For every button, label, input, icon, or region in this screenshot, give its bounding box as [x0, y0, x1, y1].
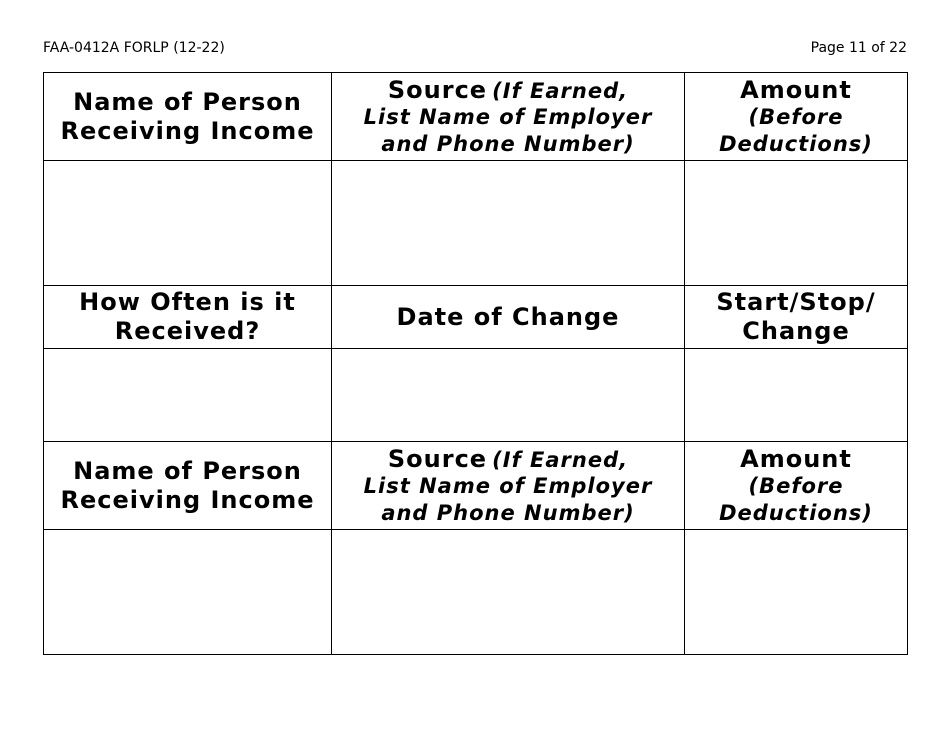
header-name-of-person-2	[44, 442, 332, 530]
header-date-of-change	[332, 286, 685, 349]
entry-amount[interactable]	[685, 161, 908, 286]
form-id: FAA-0412A FORLP (12-22)	[43, 40, 225, 56]
header-source-sub-inline: (If Earned,	[492, 78, 629, 103]
header-date-of-change-label: Date of Change	[396, 302, 620, 331]
header-name-line2: Receiving Income	[60, 485, 315, 514]
entry-source-2[interactable]	[332, 530, 685, 655]
entry-row-income-1	[44, 161, 908, 286]
income-table	[43, 72, 908, 655]
header-amount-sub-line2: Deductions)	[719, 131, 873, 156]
header-amount-sub-line2: Deductions)	[719, 500, 873, 525]
header-source-sub-inline: (If Earned,	[492, 447, 629, 472]
header-name-of-person	[44, 73, 332, 161]
header-how-often-line2: Received?	[114, 317, 261, 345]
entry-row-frequency	[44, 349, 908, 442]
entry-amount-2[interactable]	[685, 530, 908, 655]
header-source-main: Source	[387, 444, 488, 473]
header-amount-2	[685, 442, 908, 530]
header-how-often-line1: How Often is it	[79, 288, 296, 316]
header-row-income-2	[44, 442, 908, 530]
entry-name-of-person[interactable]	[44, 161, 332, 286]
page-header	[43, 40, 907, 58]
header-start-stop-change	[685, 286, 908, 349]
header-amount-sub-line1: (Before	[748, 104, 844, 129]
header-source-sub-line2: List Name of Employer	[363, 473, 653, 498]
header-amount-sub-line1: (Before	[748, 473, 844, 498]
header-row-frequency	[44, 286, 908, 349]
header-start-stop-line1: Start/Stop/	[716, 288, 876, 316]
header-name-line1: Name of Person	[73, 456, 302, 485]
entry-how-often[interactable]	[44, 349, 332, 442]
header-source-sub-line3: and Phone Number)	[381, 131, 635, 156]
entry-date-of-change[interactable]	[332, 349, 685, 442]
entry-row-income-2	[44, 530, 908, 655]
entry-source[interactable]	[332, 161, 685, 286]
header-name-line2: Receiving Income	[60, 116, 315, 145]
page-number: Page 11 of 22	[810, 40, 907, 56]
header-how-often	[44, 286, 332, 349]
entry-name-of-person-2[interactable]	[44, 530, 332, 655]
header-amount	[685, 73, 908, 161]
header-source-sub-line3: and Phone Number)	[381, 500, 635, 525]
entry-start-stop-change[interactable]	[685, 349, 908, 442]
header-source	[332, 73, 685, 161]
header-amount-main: Amount	[740, 444, 852, 473]
header-start-stop-line2: Change	[742, 317, 850, 345]
header-source-main: Source	[387, 75, 488, 104]
header-name-line1: Name of Person	[73, 87, 302, 116]
header-source-2	[332, 442, 685, 530]
header-amount-main: Amount	[740, 75, 852, 104]
header-row-income-1	[44, 73, 908, 161]
header-source-sub-line2: List Name of Employer	[363, 104, 653, 129]
